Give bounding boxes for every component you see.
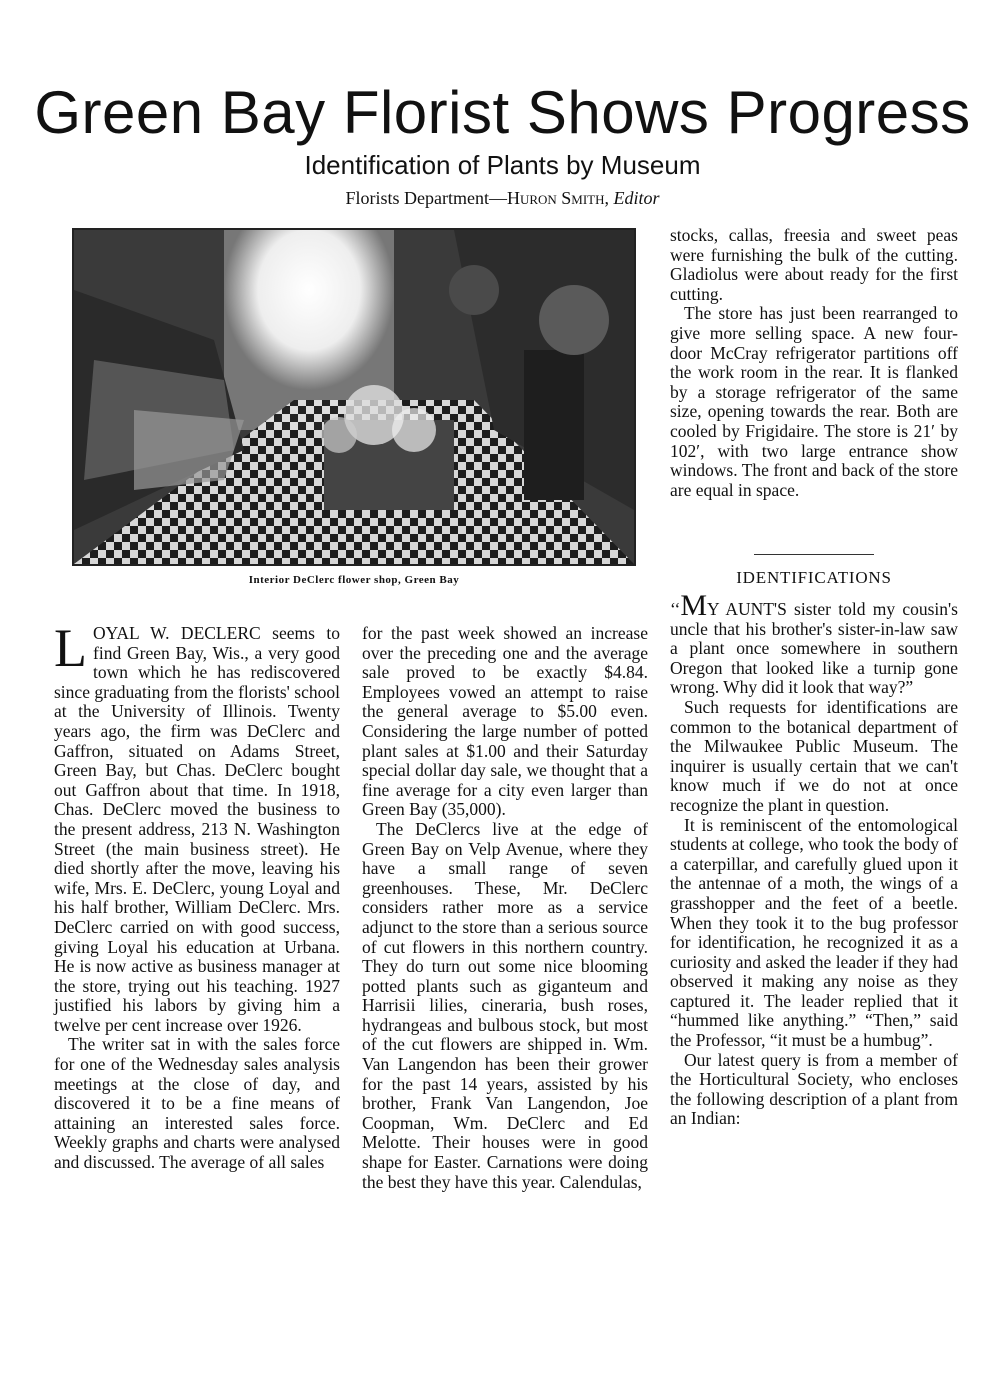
byline-editor-role: Editor xyxy=(613,188,660,208)
byline-department: Florists Department— xyxy=(345,188,507,208)
shop-interior-photo xyxy=(72,228,636,566)
section-divider xyxy=(754,554,874,555)
paragraph: The store has just been rearranged to give more selling space. A new four-door McCray refrigerator partitions off the work room in the rear. It is flanked by a storage refrigerator of the same size, opening towards the rear. Both are cooled by Frigidaire. The store is 21′ by 102′, with two large entrance show windows. The front and back of the store are equal in space. xyxy=(670,303,958,500)
drop-cap: M xyxy=(680,589,708,622)
column-2 xyxy=(362,624,648,1192)
paragraph: for the past week showed an increase over the preceding one and the average sale proved to be exactly $4.84. Employees vowed an attempt to raise the general average to $5.00 even. Considering the large number of potted plant sales at $1.00 and their Saturday special dollar day sale, we thought that a fine average for a city even larger than Green Bay (35,000). xyxy=(362,623,648,820)
open-quote: ‘‘ xyxy=(670,599,681,619)
paragraph xyxy=(54,618,340,1035)
paragraph: The writer sat in with the sales force for one of the Wednesday sales analysis meetings at the close of day, and discovered it to be a fine means of attaining an interested sales force. Weekly graphs and charts were analysed and discussed. The average of all sales xyxy=(54,1034,340,1173)
column-3-top xyxy=(670,226,958,500)
paragraph-text: Y AUNT'S sister told my cousin's uncle that his brother's sister-in-law saw a plant once somewhere in southern Oregon that looked like a turnip gone wrong. Why did it look that way?” xyxy=(670,599,958,698)
paragraph: The DeClercs live at the edge of Green Bay on Velp Avenue, where they have a small range of seven greenhouses. These, Mr. DeClerc considers rather more as a service adjunct to the store than a serious source of cut flowers in this northern country. They do turn out some nice blooming potted plants such as giganteum and Harrisii lilies, cineraria, bush roses, hydrangeas and bulbous stock, but most of the cut flowers are shipped in. Wm. Van Langendon has been their grower for the past 14 years, assisted by his brother, Frank Van Langendon, Joe Coopman, Wm. DeClerc and Ed Melotte. Their houses were in good shape for Easter. Carnations were doing the best they have this year. Calendulas, xyxy=(362,818,648,1192)
column-1 xyxy=(54,618,340,1173)
paragraph: stocks, callas, freesia and sweet peas were furnishing the bulk of the cutting. Gladiolus were about ready for the first cutting. xyxy=(670,225,958,304)
article-subtitle: Identification of Plants by Museum xyxy=(304,150,701,180)
byline-editor-name: Huron Smith, xyxy=(506,188,610,208)
drop-cap: L xyxy=(54,618,87,678)
paragraph xyxy=(670,589,958,698)
paragraph: Such requests for identifications are common to the botanical department of the Milwaukee Public Museum. The inquirer is usually certain that we can't know much if we do not at once recognize the plant in question. xyxy=(670,696,958,815)
article-title: Green Bay Florist Shows Progress xyxy=(34,79,971,146)
column-3-identifications xyxy=(670,589,958,1129)
paragraph-text: OYAL W. DECLERC seems to find Green Bay, Wis., a very good town which he has rediscovered since graduating from the florists' school at the University of Illinois. Twenty years ago, the firm was DeClerc and Gaffron, situated on Adams Street, Green Bay, but Chas. DeClerc bought out Gaffron about that time. In 1918, Chas. DeClerc moved the business to the present address, 213 N. Washington Street (the main business street). He died shortly after the move, leaving his wife, Mrs. E. DeClerc, young Loyal and his half brother, William DeClerc. Mrs. DeClerc carried on with good success, giving Loyal his education at Urbana. He is now active as business manager at the store, trying out his teaching. 1927 justified his labors by giving him a twelve per cent increase over 1926. xyxy=(54,623,340,1035)
paragraph: It is reminiscent of the entomological students at college, who took the body of a caterpillar, and carefully glued upon it the antennae of a moth, the wings of a grasshopper and the feet of a beetle. When they took it to the bug professor for identification, he recognized it as a curiosity and asked the leader if they had observed it making any noise as they captured it. The leader replied that it “hummed like anything.” “Then,” said the Professor, “it must be a humbug”. xyxy=(670,814,958,1051)
byline xyxy=(0,188,1005,209)
paragraph: Our latest query is from a member of the Horticultural Society, who encloses the following description of a plant from an Indian: xyxy=(670,1049,958,1129)
section-heading: IDENTIFICATIONS xyxy=(736,568,892,587)
photo-caption: Interior DeClerc flower shop, Green Bay xyxy=(248,574,460,586)
